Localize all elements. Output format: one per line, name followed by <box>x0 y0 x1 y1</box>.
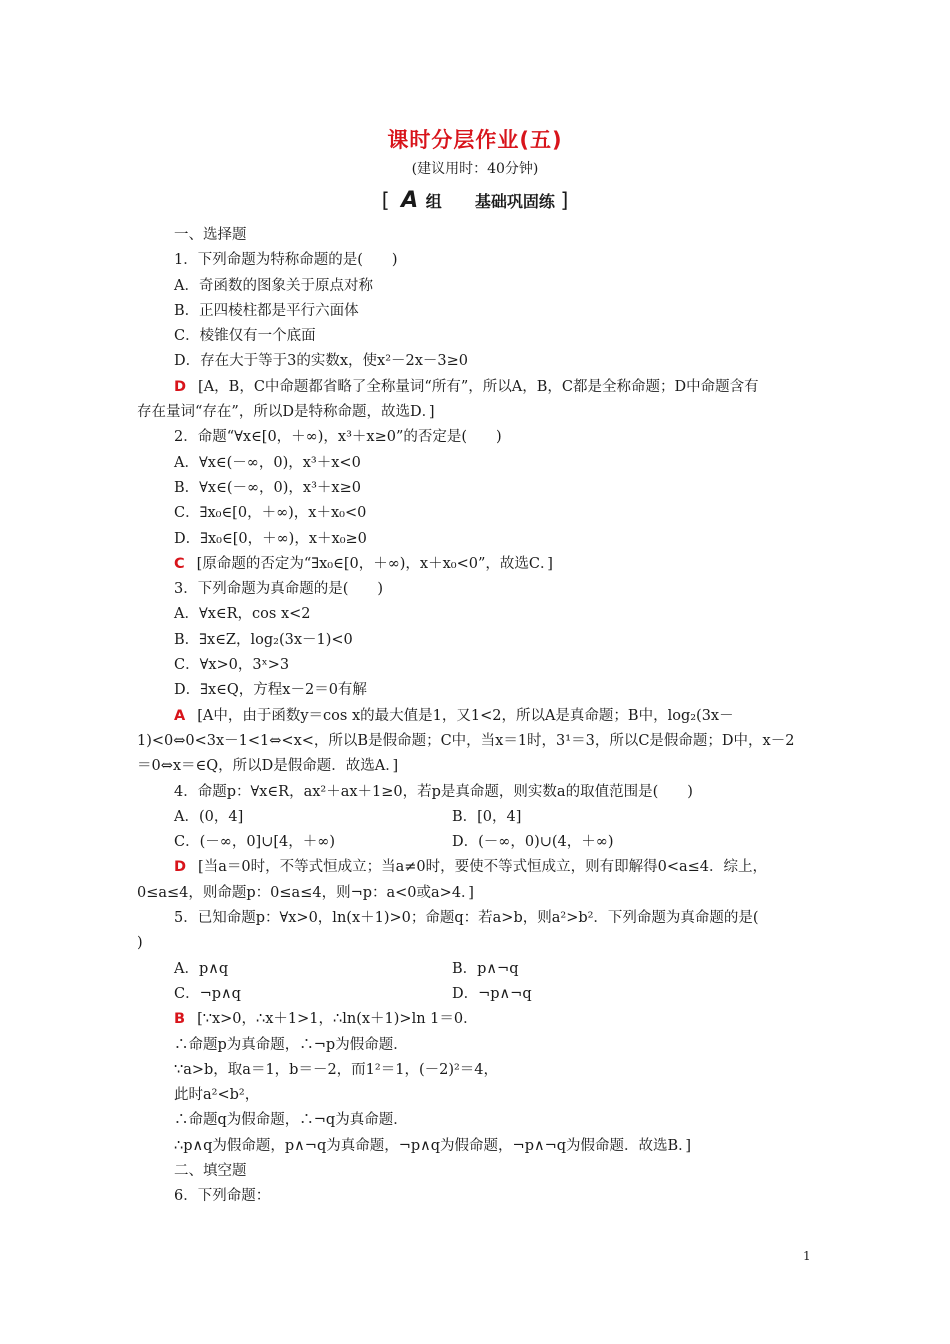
line-text: 一、选择题 <box>174 227 247 243</box>
group-heading <box>0 188 950 213</box>
text-line <box>137 957 827 982</box>
line-text: 此时a²<b²， <box>174 1087 260 1104</box>
line-text: 存在量词“存在”，所以D是特称命题，故选D．] <box>137 404 435 421</box>
line-text: A．∀x∈(－∞，0)，x³＋x<0 <box>174 454 361 471</box>
text-line <box>137 1108 827 1133</box>
exercise-body <box>137 223 827 1210</box>
text-line <box>137 931 827 956</box>
text-line <box>137 653 827 678</box>
line-text: ∴p∧q为假命题，p∧¬q为真命题，¬p∧q为假命题，¬p∧¬q为假命题．故选B．] <box>174 1137 692 1154</box>
line-text: 5．已知命题p：∀x>0，ln(x＋1)>0；命题q：若a>b，则a²>b²．下列命题为真命题的是( <box>174 910 759 927</box>
answer-line <box>137 375 827 400</box>
line-text: 0≤a≤4，则命题p：0≤a≤4，则¬p：a<0或a>4．] <box>137 884 474 901</box>
text-line <box>137 527 827 552</box>
group-label: 组 <box>425 192 442 211</box>
page-title: 课时分层作业(五) <box>387 128 563 152</box>
text-line <box>137 577 827 602</box>
text-line <box>137 501 827 526</box>
text-line <box>137 1134 827 1159</box>
text-line <box>137 729 827 754</box>
text-line <box>137 1033 827 1058</box>
text-line <box>137 274 827 299</box>
text-line <box>137 805 827 830</box>
line-text: [原命题的否定为“∃x₀∈[0，＋∞)，x＋x₀<0”，故选C．] <box>196 555 553 572</box>
text-line <box>137 602 827 627</box>
option-right: D．¬p∧¬q <box>452 985 532 1002</box>
line-text: [A中，由于函数y＝cos x的最大值是1，又1<2，所以A是真命题；B中，log₂(3x－ <box>197 707 734 724</box>
text-line <box>137 1083 827 1108</box>
answer-letter: B <box>174 1011 186 1028</box>
text-line <box>137 1184 827 1209</box>
line-text: 1．下列命题为特称命题的是( ) <box>174 252 398 269</box>
text-line <box>137 451 827 476</box>
option-right: B．p∧¬q <box>452 960 519 977</box>
answer-line <box>137 552 827 577</box>
line-text: D．存在大于等于3的实数x，使x²－2x－3≥0 <box>174 353 469 370</box>
line-text: ∴命题p为真命题，∴¬p为假命题． <box>174 1036 408 1053</box>
line-text: ) <box>137 935 143 952</box>
answer-line <box>137 855 827 880</box>
answer-letter: D <box>174 378 187 395</box>
option-left: A．p∧q <box>174 960 229 977</box>
text-line <box>137 830 827 855</box>
option-left: A．(0，4] <box>174 808 244 825</box>
text-line <box>137 881 827 906</box>
suggested-time: (建议用时：40分钟) <box>411 161 539 177</box>
option-left: C．(－∞，0]∪[4，＋∞) <box>174 834 335 851</box>
text-line <box>137 780 827 805</box>
line-text: C．∃x₀∈[0，＋∞)，x＋x₀<0 <box>174 505 367 522</box>
line-text: D．∃x∈Q，方程x－2＝0有解 <box>174 682 367 699</box>
text-line <box>137 906 827 931</box>
line-text: 4．命题p：∀x∈R，ax²＋ax＋1≥0，若p是真命题，则实数a的取值范围是( ) <box>174 783 693 800</box>
line-text: B．正四棱柱都是平行六面体 <box>174 302 359 319</box>
group-letter: A <box>401 188 419 213</box>
text-line <box>137 678 827 703</box>
line-text: C．∀x>0，3ˣ>3 <box>174 657 290 674</box>
text-line <box>137 628 827 653</box>
line-text: A．∀x∈R，cos x<2 <box>174 606 311 623</box>
answer-letter: D <box>174 859 187 876</box>
line-text: [当a＝0时，不等式恒成立；当a≠0时，要使不等式恒成立，则有即解得0<a≤4．综上， <box>198 859 767 876</box>
option-right: B．[0，4] <box>452 808 522 825</box>
text-line <box>137 476 827 501</box>
answer-letter: C <box>174 555 185 572</box>
line-text: [A，B，C中命题都省略了全称量词“所有”，所以A，B，C都是全称命题；D中命题含有 <box>198 378 759 395</box>
text-line <box>137 1159 827 1184</box>
text-line <box>137 248 827 273</box>
line-text: ＝0⇔x＝∈Q，所以D是假命题．故选A．] <box>137 758 399 775</box>
line-text: 二、填空题 <box>174 1162 247 1179</box>
line-text: ∵a>b，取a＝1，b＝－2，而1²＝1，(－2)²＝4， <box>174 1061 499 1078</box>
line-text: C．棱锥仅有一个底面 <box>174 328 316 345</box>
answer-line <box>137 704 827 729</box>
text-line <box>137 324 827 349</box>
answer-line <box>137 1007 827 1032</box>
line-text: 6．下列命题： <box>174 1188 271 1205</box>
line-text: B．∀x∈(－∞，0)，x³＋x≥0 <box>174 479 361 496</box>
line-text: A．奇函数的图象关于原点对称 <box>174 277 373 294</box>
text-line <box>137 754 827 779</box>
page-number: 1 <box>803 1249 811 1263</box>
group-name: 基础巩固练 <box>474 192 555 211</box>
text-line <box>137 223 827 248</box>
text-line <box>137 299 827 324</box>
group-bracket-open: [ <box>381 188 390 212</box>
answer-letter: A <box>174 707 186 724</box>
line-text: 3．下列命题为真命题的是( ) <box>174 581 384 598</box>
text-line <box>137 982 827 1007</box>
text-line <box>137 349 827 374</box>
line-text: B．∃x∈Z，log₂(3x－1)<0 <box>174 631 353 648</box>
group-bracket-close: ] <box>560 188 569 212</box>
line-text: 1)<0⇔0<3x－1<1⇔<x<，所以B是假命题；C中，当x＝1时，3¹＝3，所以C是假命题；D中，x－2 <box>137 732 795 749</box>
line-text: [∵x>0，∴x＋1>1，∴ln(x＋1)>ln 1＝0． <box>197 1011 478 1028</box>
line-text: 2．命题“∀x∈[0，＋∞)，x³＋x≥0”的否定是( ) <box>174 429 502 446</box>
text-line <box>137 425 827 450</box>
text-line <box>137 400 827 425</box>
line-text: ∴命题q为假命题，∴¬q为真命题． <box>174 1112 408 1129</box>
text-line <box>137 1058 827 1083</box>
option-right: D．(－∞，0)∪(4，＋∞) <box>452 834 614 851</box>
option-left: C．¬p∧q <box>174 985 241 1002</box>
line-text: D．∃x₀∈[0，＋∞)，x＋x₀≥0 <box>174 530 367 547</box>
